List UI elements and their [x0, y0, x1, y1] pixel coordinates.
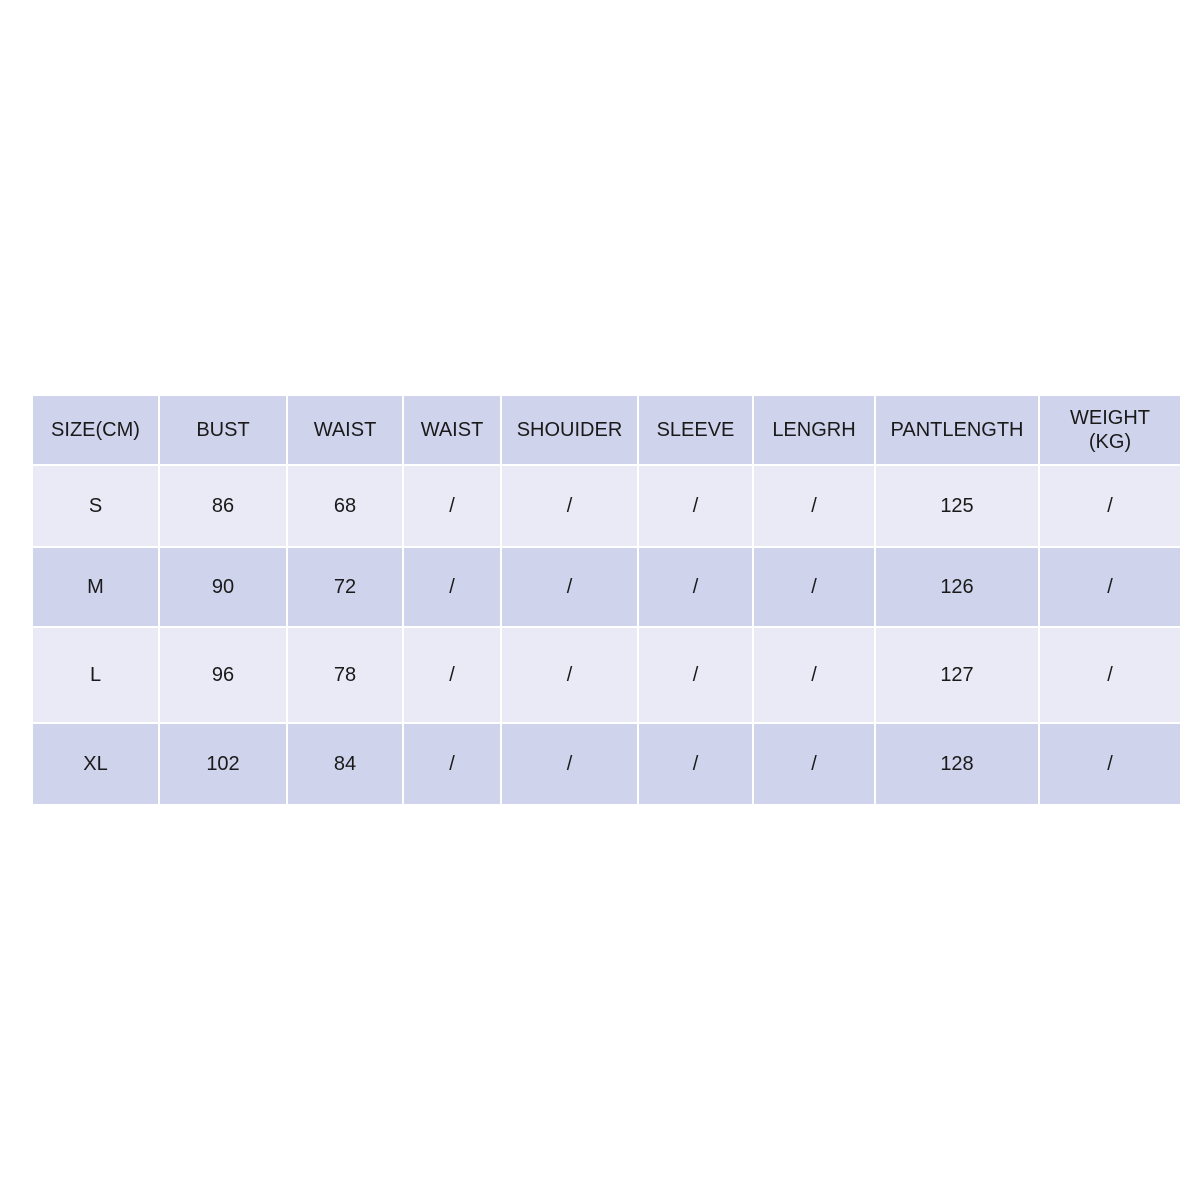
cell-sleeve: /	[638, 627, 753, 723]
cell-sleeve: /	[638, 547, 753, 627]
table-row	[32, 547, 1181, 627]
cell-size: S	[32, 465, 159, 547]
header-weight: WEIGHT (KG)	[1039, 395, 1181, 465]
cell-weight: /	[1039, 627, 1181, 723]
size-chart-table	[31, 394, 1182, 806]
table-row	[32, 627, 1181, 723]
cell-length: /	[753, 547, 875, 627]
cell-waist: 84	[287, 723, 403, 805]
cell-bust: 86	[159, 465, 287, 547]
cell-weight: /	[1039, 547, 1181, 627]
header-sleeve: SLEEVE	[638, 395, 753, 465]
header-waist: WAIST	[287, 395, 403, 465]
cell-shoulder: /	[501, 547, 638, 627]
header-size: SIZE(CM)	[32, 395, 159, 465]
cell-pant-length: 127	[875, 627, 1039, 723]
cell-shoulder: /	[501, 723, 638, 805]
cell-size: XL	[32, 723, 159, 805]
cell-waist: 68	[287, 465, 403, 547]
cell-waist-2: /	[403, 547, 501, 627]
cell-pant-length: 128	[875, 723, 1039, 805]
cell-bust: 102	[159, 723, 287, 805]
cell-length: /	[753, 465, 875, 547]
cell-weight: /	[1039, 465, 1181, 547]
cell-shoulder: /	[501, 627, 638, 723]
table-row	[32, 723, 1181, 805]
cell-bust: 96	[159, 627, 287, 723]
table-row	[32, 465, 1181, 547]
header-pant-length: PANTLENGTH	[875, 395, 1039, 465]
cell-waist-2: /	[403, 723, 501, 805]
header-length: LENGRH	[753, 395, 875, 465]
cell-waist: 78	[287, 627, 403, 723]
header-shoulder: SHOUIDER	[501, 395, 638, 465]
header-bust: BUST	[159, 395, 287, 465]
cell-pant-length: 125	[875, 465, 1039, 547]
cell-shoulder: /	[501, 465, 638, 547]
cell-size: M	[32, 547, 159, 627]
cell-bust: 90	[159, 547, 287, 627]
cell-waist: 72	[287, 547, 403, 627]
table-body	[32, 465, 1181, 805]
cell-waist-2: /	[403, 627, 501, 723]
cell-sleeve: /	[638, 465, 753, 547]
cell-pant-length: 126	[875, 547, 1039, 627]
header-row	[32, 395, 1181, 465]
cell-size: L	[32, 627, 159, 723]
cell-length: /	[753, 723, 875, 805]
cell-sleeve: /	[638, 723, 753, 805]
header-waist-2: WAIST	[403, 395, 501, 465]
cell-weight: /	[1039, 723, 1181, 805]
cell-waist-2: /	[403, 465, 501, 547]
table-header	[32, 395, 1181, 465]
cell-length: /	[753, 627, 875, 723]
